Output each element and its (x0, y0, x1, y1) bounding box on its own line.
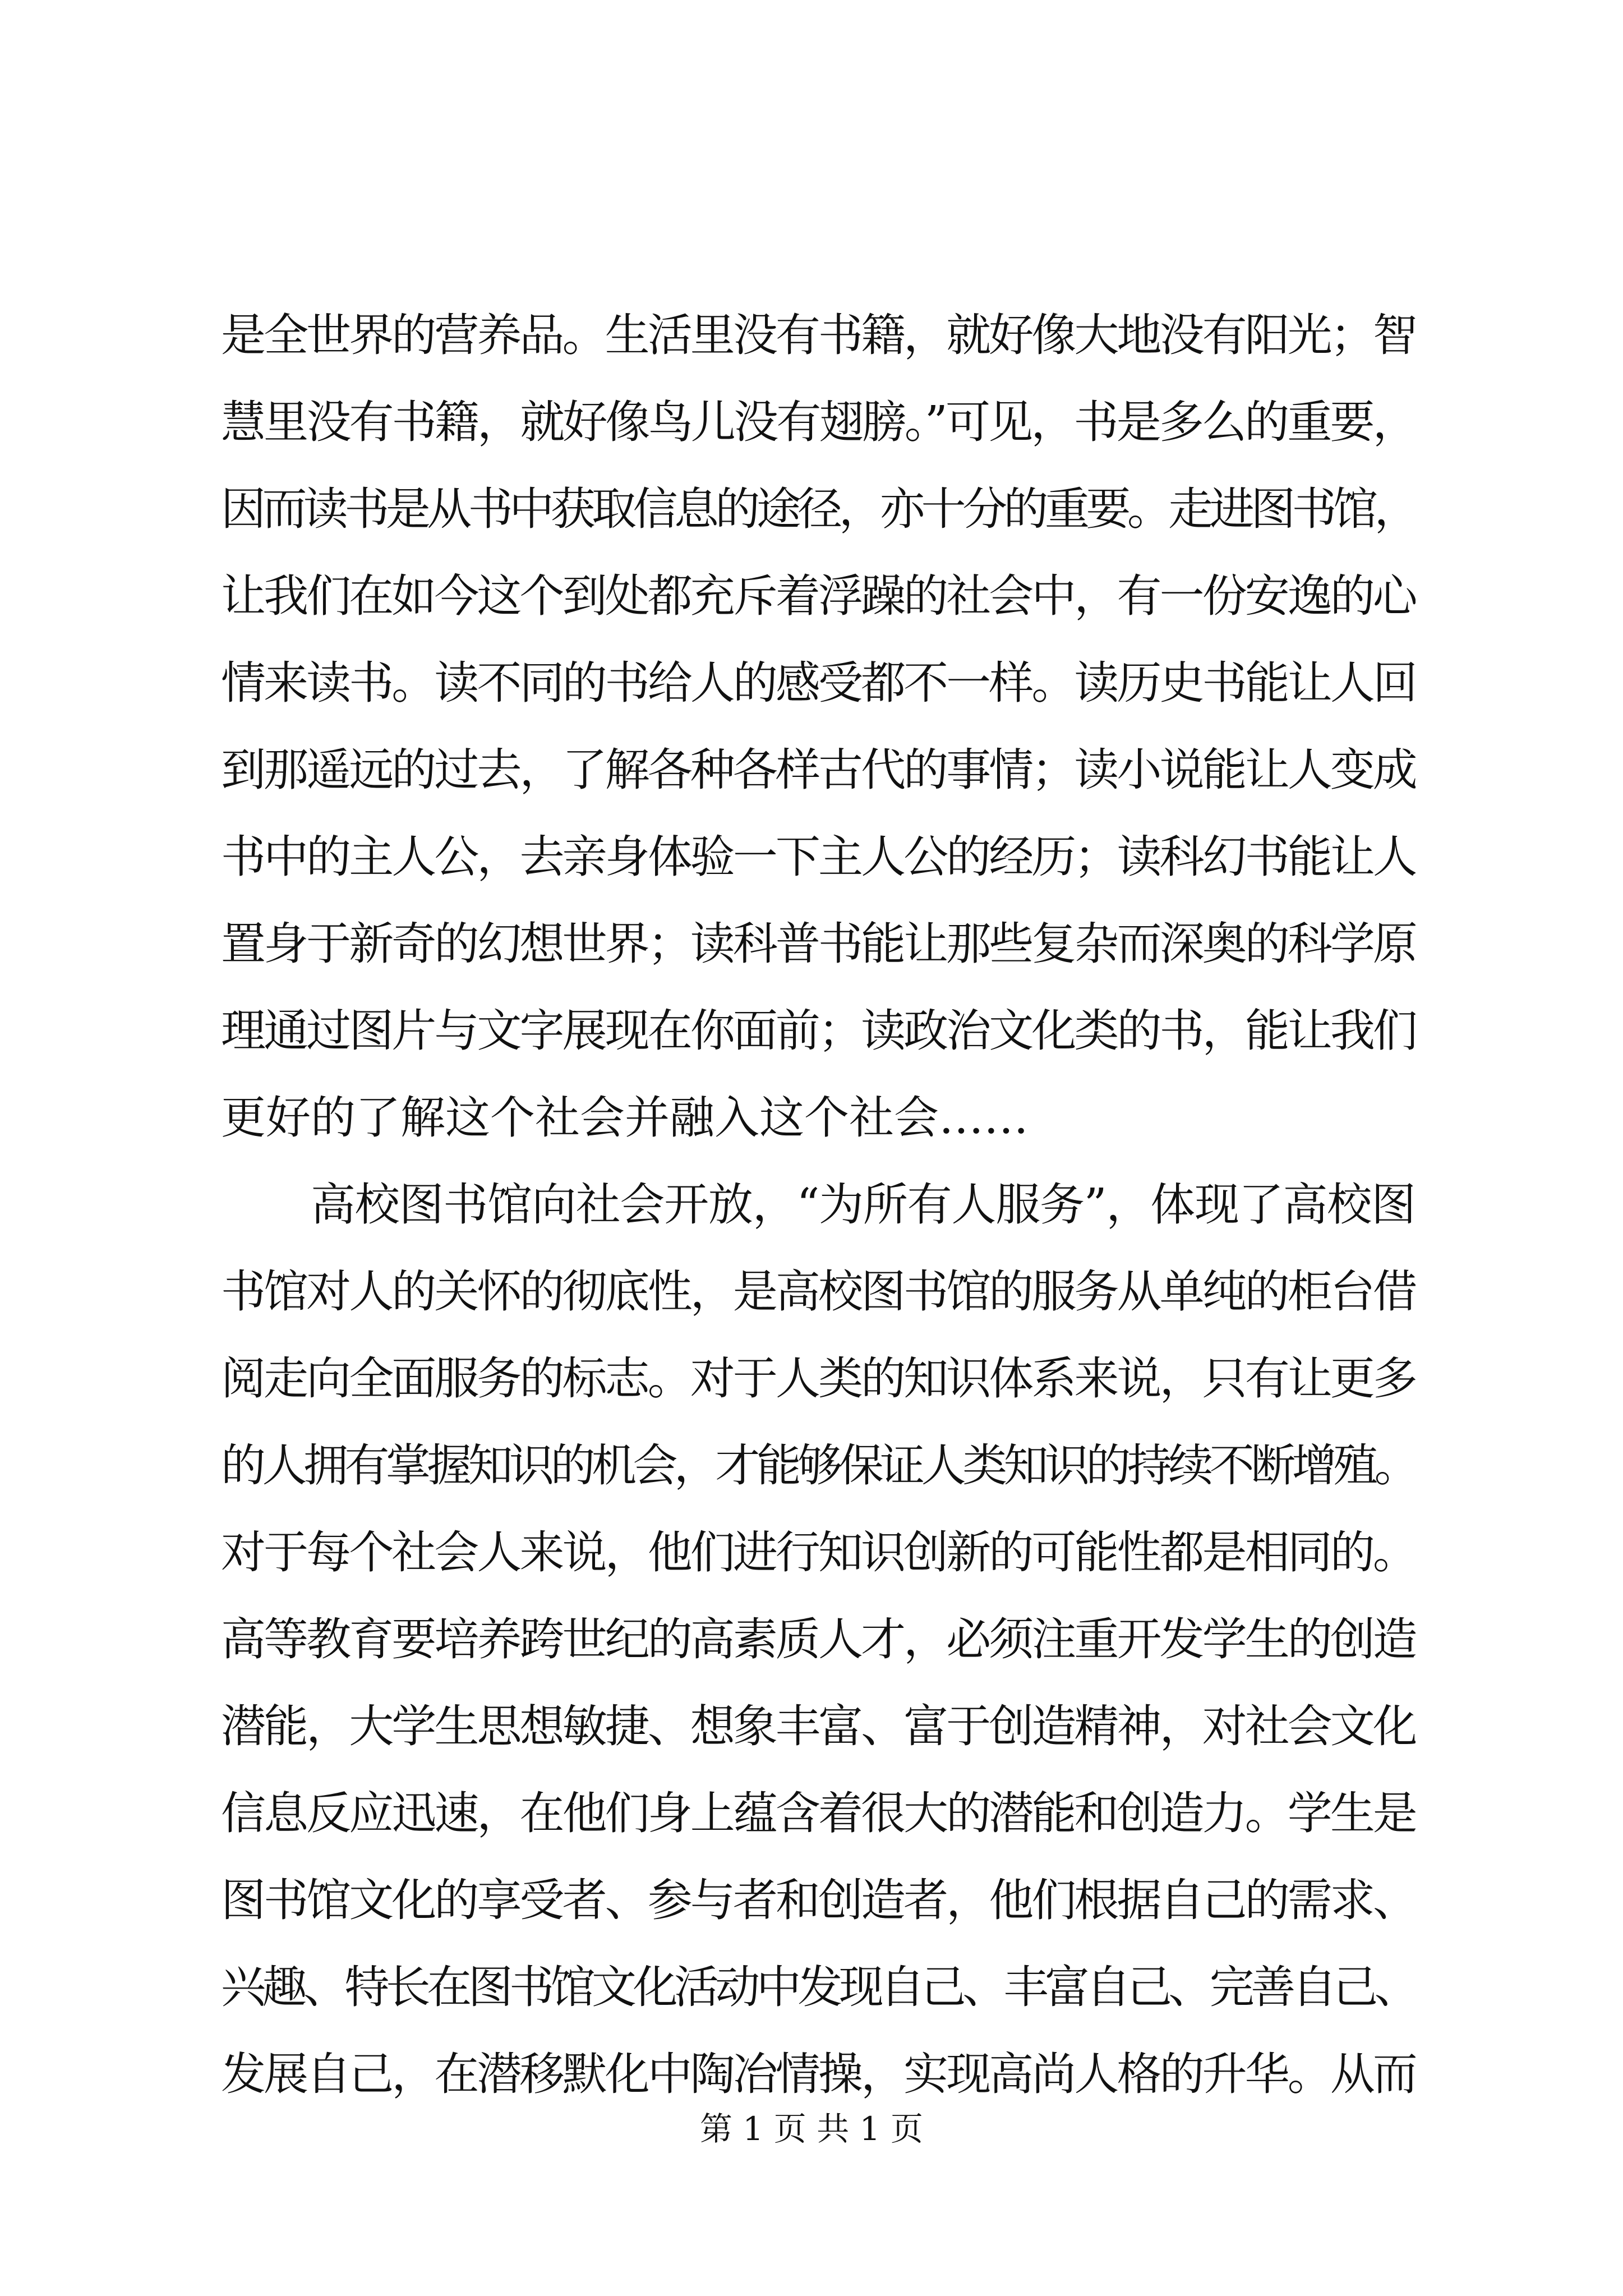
page-number-label: 第 1 页 共 1 页 (700, 2110, 923, 2148)
text-line: 阅走向全面服务的标志。对于人类的知识体系来说，只有让更多 (221, 1352, 1415, 1405)
text-line: 到那遥远的过去，了解各种各样古代的事情；读小说能让人变成 (221, 744, 1415, 796)
text-line: 信息反应迅速，在他们身上蕴含着很大的潜能和创造力。学生是 (221, 1787, 1415, 1839)
text-line: 书馆对人的关怀的彻底性，是高校图书馆的服务从单纯的柜台借 (221, 1266, 1415, 1318)
text-line: 的人拥有掌握知识的机会，才能够保证人类知识的持续不断增殖。 (221, 1439, 1415, 1492)
text-line: 兴趣、特长在图书馆文化活动中发现自己、丰富自己、完善自己、 (221, 1961, 1415, 2013)
body-text (221, 292, 1415, 2118)
text-line: 让我们在如今这个到处都充斥着浮躁的社会中，有一份安逸的心 (221, 570, 1415, 622)
text-line: 高等教育要培养跨世纪的高素质人才，必须注重开发学生的创造 (221, 1613, 1415, 1665)
text-line: 对于每个社会人来说，他们进行知识创新的可能性都是相同的。 (221, 1526, 1415, 1579)
text-line: 是全世界的营养品。生活里没有书籍，就好像大地没有阳光；智 (221, 309, 1415, 361)
text-line: 潜能，大学生思想敏捷、想象丰富、富于创造精神，对社会文化 (221, 1700, 1415, 1752)
text-line: 因而读书是从书中获取信息的途径，亦十分的重要。走进图书馆， (221, 483, 1415, 535)
text-line: 置身于新奇的幻想世界；读科普书能让那些复杂而深奥的科学原 (221, 918, 1415, 970)
page-footer (0, 2106, 1623, 2151)
text-line: 高校图书馆向社会开放，“为所有人服务”，体现了高校图 (311, 1179, 1415, 1231)
text-line: 慧里没有书籍，就好像鸟儿没有翅膀。”可见，书是多么的重要， (221, 396, 1415, 448)
text-line: 图书馆文化的享受者、参与者和创造者，他们根据自己的需求、 (221, 1874, 1415, 1926)
text-line: 书中的主人公，去亲身体验一下主人公的经历；读科幻书能让人 (221, 831, 1415, 883)
text-line: 发展自己，在潜移默化中陶冶情操，实现高尚人格的升华。从而 (221, 2048, 1415, 2100)
text-line: 更好的了解这个社会并融入这个社会…… (221, 1092, 1029, 1144)
text-line: 情来读书。读不同的书给人的感受都不一样。读历史书能让人回 (221, 657, 1415, 709)
text-line: 理通过图片与文字展现在你面前；读政治文化类的书，能让我们 (221, 1005, 1415, 1057)
